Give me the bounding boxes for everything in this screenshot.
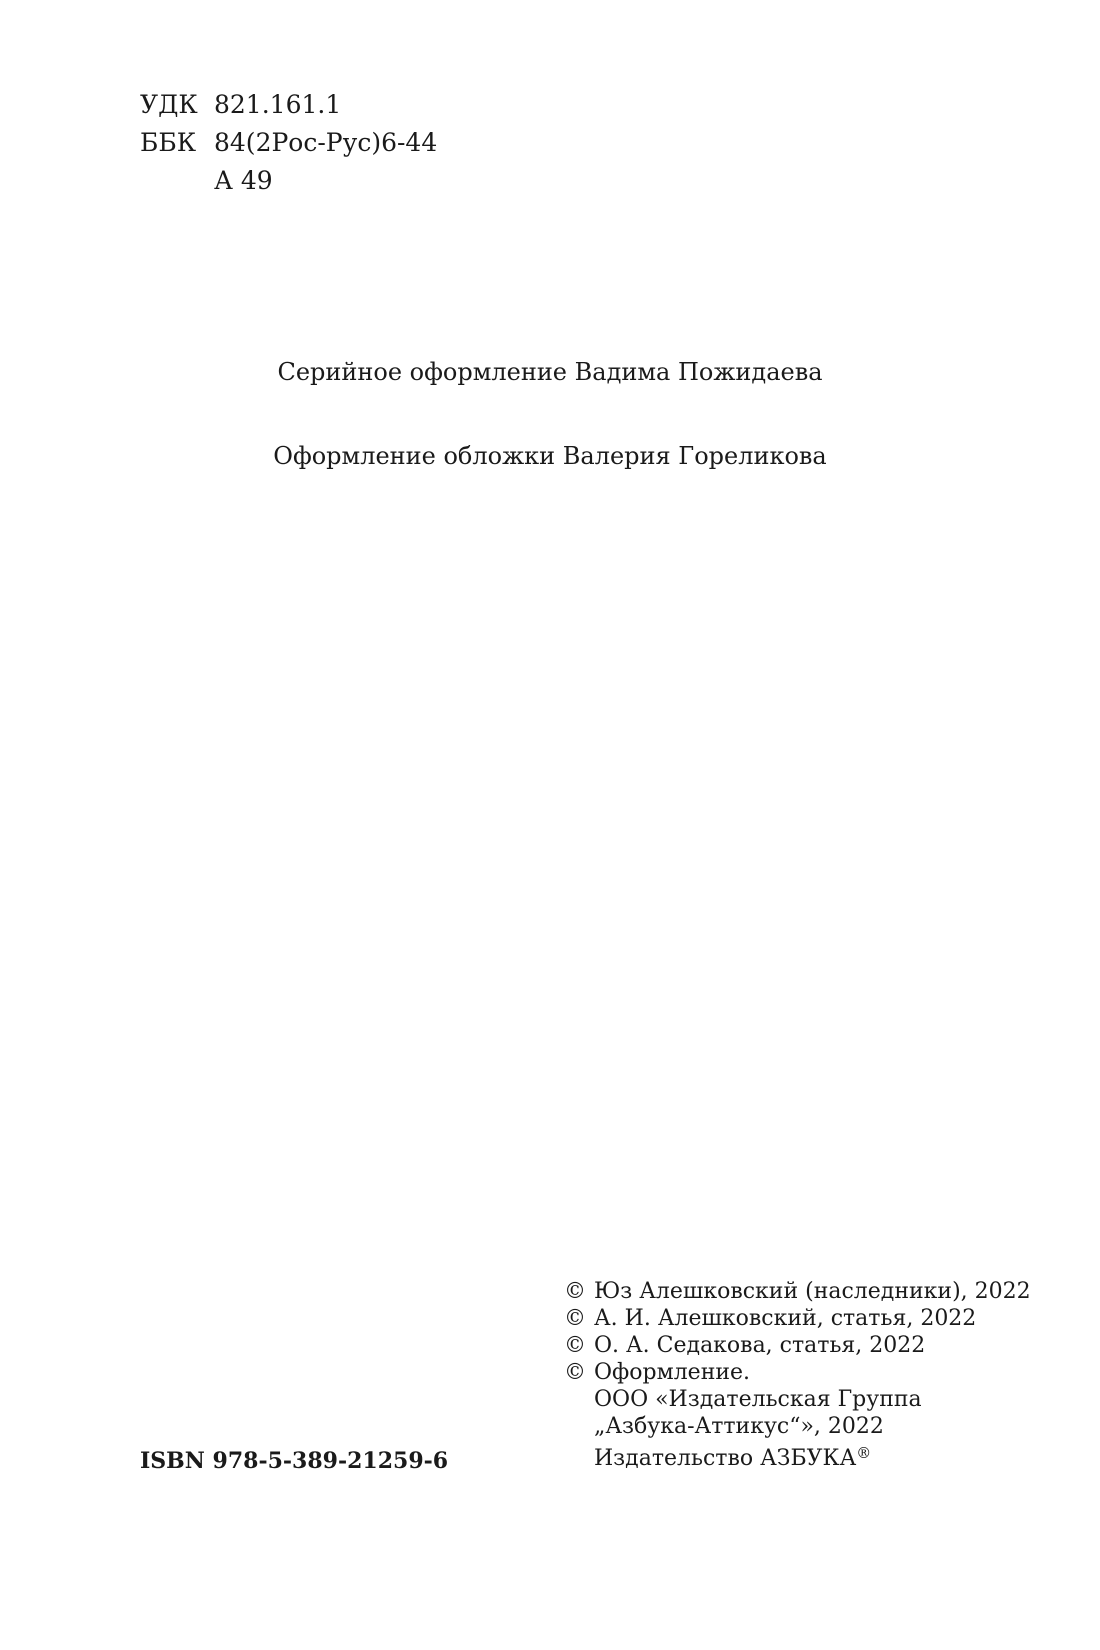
copyright-line <box>564 1305 1084 1332</box>
copyright-symbol: © <box>564 1306 586 1331</box>
library-classification <box>140 86 437 200</box>
classification-value: 84(2Рос-Рус)6-44 <box>214 128 438 157</box>
copyright-block <box>564 1278 1084 1472</box>
bbk-row <box>140 124 437 162</box>
copyright-line <box>564 1332 1084 1359</box>
classification-key: УДК <box>140 90 198 119</box>
udc-row <box>140 86 437 124</box>
copyright-text: Оформление. <box>594 1360 751 1385</box>
classification-value: 821.161.1 <box>214 90 342 119</box>
copyright-text: О. А. Седакова, статья, 2022 <box>594 1333 926 1358</box>
isbn: ISBN 978-5-389-21259-6 <box>140 1448 449 1474</box>
copyright-line <box>564 1278 1084 1305</box>
copyright-symbol: © <box>564 1360 586 1385</box>
classification-value: А 49 <box>214 166 273 195</box>
publisher-line: „Азбука-Аттикус“», 2022 <box>594 1414 884 1439</box>
author-mark-row <box>140 162 437 200</box>
series-design-credit: Серийное оформление Вадима Пожидаева <box>277 358 823 386</box>
classification-key <box>140 162 214 200</box>
copyright-line <box>564 1359 1084 1386</box>
publisher-line <box>564 1440 1084 1472</box>
registered-mark: ® <box>856 1444 872 1462</box>
copyright-text: Юз Алешковский (наследники), 2022 <box>594 1279 1031 1304</box>
publisher-line: ООО «Издательская Группа <box>594 1387 922 1412</box>
publisher-name: Издательство АЗБУКА <box>594 1446 857 1471</box>
copyright-text: А. И. Алешковский, статья, 2022 <box>594 1306 977 1331</box>
copyright-symbol: © <box>564 1333 586 1358</box>
classification-key: ББК <box>140 128 197 157</box>
cover-design-credit: Оформление обложки Валерия Гореликова <box>273 442 827 470</box>
copyright-symbol: © <box>564 1279 586 1304</box>
